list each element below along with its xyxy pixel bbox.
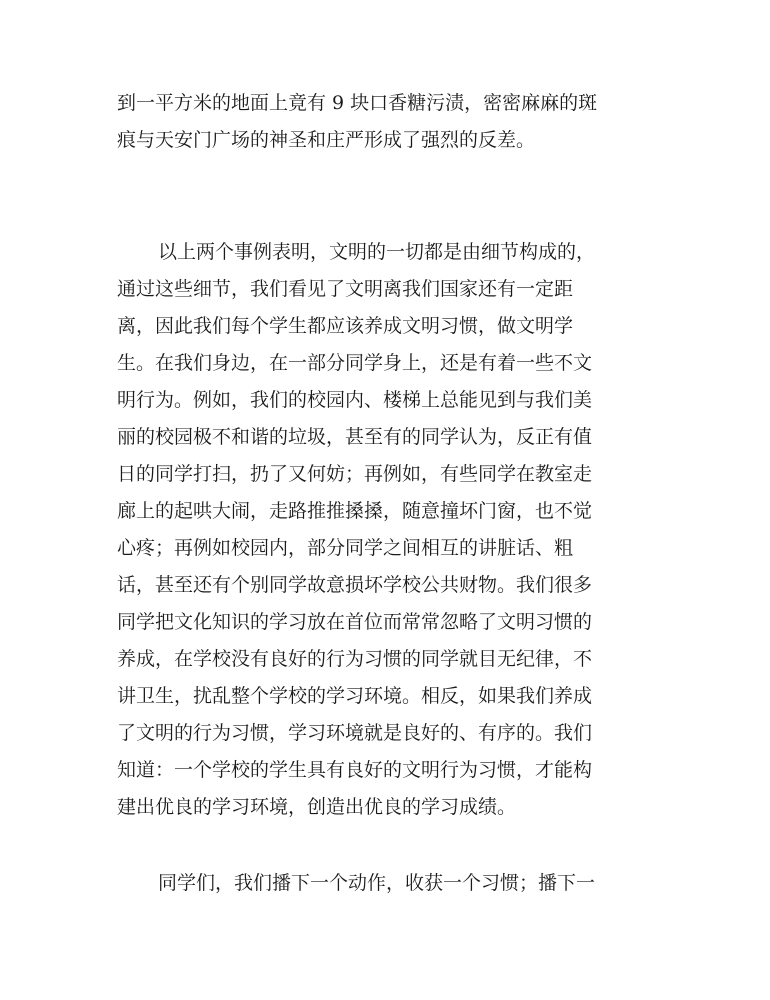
paragraph-line: 以上两个事例表明，文明的一切都是由细节构成的，: [158, 241, 596, 263]
paragraph-line: 明行为。例如，我们的校园内、楼梯上总能见到与我们美: [117, 389, 593, 411]
paragraph-line: 日的同学打扫，扔了又何妨；再例如，有些同学在教室走: [117, 463, 593, 485]
paragraph-line: 到一平方米的地面上竟有 9 块口香糖污渍，密密麻麻的斑: [117, 92, 598, 114]
paragraph-line: 养成，在学校没有良好的行为习惯的同学就目无纪律，不: [117, 648, 593, 670]
paragraph-line: 生。在我们身边，在一部分同学身上，还是有着一些不文: [117, 352, 593, 374]
paragraph-line: 同学们，我们播下一个动作，收获一个习惯；播下一: [158, 872, 596, 894]
paragraph-line: 心疼；再例如校园内，部分同学之间相互的讲脏话、粗: [117, 537, 574, 559]
paragraph-line: 痕与天安门广场的神圣和庄严形成了强烈的反差。: [117, 129, 536, 151]
paragraph-line: 同学把文化知识的学习放在首位而常常忽略了文明习惯的: [117, 611, 593, 633]
paragraph-line: 话，甚至还有个别同学故意损坏学校公共财物。我们很多: [117, 574, 593, 596]
paragraph-line: 廊上的起哄大闹，走路推推搡搡，随意撞坏门窗，也不觉: [117, 500, 593, 522]
paragraph-line: 讲卫生，扰乱整个学校的学习环境。相反，如果我们养成: [117, 685, 593, 707]
paragraph-line: 丽的校园极不和谐的垃圾，甚至有的同学认为，反正有值: [117, 426, 593, 448]
paragraph-line: 离，因此我们每个学生都应该养成文明习惯，做文明学: [117, 315, 574, 337]
paragraph-line: 建出优良的学习环境，创造出优良的学习成绩。: [117, 796, 517, 818]
paragraph-line: 知道：一个学校的学生具有良好的文明行为习惯，才能构: [117, 759, 593, 781]
paragraph-line: 通过这些细节，我们看见了文明离我们国家还有一定距: [117, 278, 574, 300]
paragraph-line: 了文明的行为习惯，学习环境就是良好的、有序的。我们: [117, 722, 593, 744]
